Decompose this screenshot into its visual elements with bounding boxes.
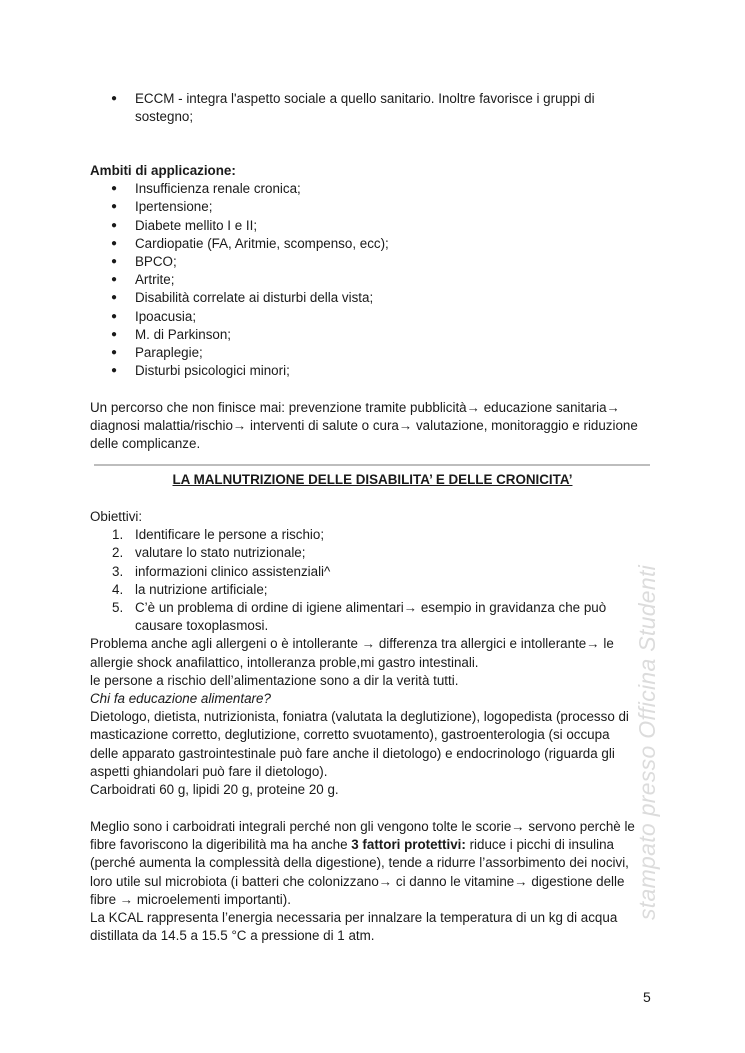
list-item: [90, 599, 655, 635]
text-line: distillata da 14.5 a 15.5 °C a pressione di 1 atm.: [90, 928, 375, 944]
obiettivi-title: Obiettivi:: [90, 509, 143, 524]
item-line: valutare lo stato nutrizionale;: [135, 545, 306, 561]
bullet-line: ● ECCM - integra l'aspetto sociale a quello sanitario. Inoltre favorisce i gruppi di: [135, 91, 595, 106]
item-line: causare toxoplasmosi.: [135, 618, 269, 634]
obiettivi-list: [90, 526, 655, 635]
list-number: 5.: [112, 600, 124, 616]
list-item: ● Artrite;: [90, 271, 655, 289]
list-item: ● Cardiopatie (FA, Aritmie, scompenso, ecc);: [90, 235, 655, 253]
list-item: ● Disturbi psicologici minori;: [90, 362, 655, 380]
percorso-paragraph: [90, 399, 655, 454]
list-number: 2.: [112, 545, 124, 561]
text-line: le persone a rischio dell’alimentazione sono a dir la verità tutti.: [90, 672, 459, 688]
text-line: La KCAL rappresenta l’energia necessaria per innalzare la temperatura di un kg di acqua: [90, 910, 618, 926]
text-line: fibre → microelementi importanti).: [90, 891, 291, 907]
text-line: masticazione corretto, deglutizione, corretto svuotamento), gastroenterologia (si occupa: [90, 727, 610, 743]
ambiti-section: [90, 162, 655, 380]
text-line: (perché aumenta la complessità della digestione), tende a ridurre l’assorbimento dei nocivi,: [90, 855, 629, 871]
item-line: Identificare le persone a rischio;: [135, 527, 325, 543]
text-line: Meglio sono i carboidrati integrali perché non gli vengono tolte le scorie→ servono perchè le: [90, 819, 635, 834]
text-run: riduce i picchi di insulina: [465, 837, 614, 853]
text-line: Dietologo, dietista, nutrizionista, foniatra (valutata la deglutizione), logopedista (processo di: [90, 709, 629, 725]
list-item: ● Ipoacusia;: [90, 308, 655, 326]
text-line: delle complicanze.: [90, 436, 201, 452]
obiettivi-section: [90, 508, 655, 799]
text-line: [90, 836, 655, 854]
list-item: ● Ipertensione;: [90, 198, 655, 216]
ambiti-list: [90, 180, 655, 380]
list-item: [90, 544, 655, 562]
list-item: ● Diabete mellito I e II;: [90, 217, 655, 235]
bold-text: 3 fattori protettivi:: [351, 837, 466, 853]
bullet-line: sostegno;: [135, 109, 194, 125]
question-line: Chi fa educazione alimentare?: [90, 691, 271, 707]
list-item: ● Paraplegie;: [90, 344, 655, 362]
list-number: 3.: [112, 563, 124, 579]
page-number: 5: [643, 989, 651, 1005]
list-item: ● M. di Parkinson;: [90, 326, 655, 344]
text-line: Un percorso che non finisce mai: prevenzione tramite pubblicità→ educazione sanitaria→: [90, 400, 620, 415]
list-number: 4.: [112, 581, 124, 597]
list-item: [90, 526, 655, 544]
text-line: Carboidrati 60 g, lipidi 20 g, proteine 20 g.: [90, 782, 339, 798]
list-item: [90, 581, 655, 599]
text-line: Problema anche agli allergeni o è intollerante → differenza tra allergici e intollerante→ le: [90, 636, 614, 652]
text-line: aspetti ghiandolari può fare il dietologo).: [90, 763, 328, 779]
text-run: fibre favoriscono la digeribilità ma ha anche: [90, 837, 352, 853]
list-item: [90, 563, 655, 581]
carboidrati-paragraph: [90, 818, 655, 945]
list-item: ● BPCO;: [90, 253, 655, 271]
intro-bullet-list: [90, 90, 655, 126]
list-item: [90, 90, 655, 126]
text-line: allergie shock anafilattico, intolleranza proble,mi gastro intestinali.: [90, 654, 479, 670]
text-line: delle apparato gastrointestinale può fare anche il dietologo) e endocrinologo (riguarda gli: [90, 745, 615, 761]
watermark: stampato presso Officina Studenti: [634, 564, 660, 920]
section-heading: LA MALNUTRIZIONE DELLE DISABILITA’ E DELLE CRONICITA’: [172, 472, 573, 487]
ambiti-title: Ambiti di applicazione:: [90, 163, 236, 178]
text-line: loro utile sul microbiota (i batteri che colonizzano→ ci danno le vitamine→ digestione delle: [90, 873, 625, 889]
horizontal-divider: [94, 464, 650, 466]
item-line: informazioni clinico assistenziali^: [135, 563, 331, 579]
item-line: la nutrizione artificiale;: [135, 581, 268, 597]
list-number: 1.: [112, 527, 124, 543]
intro-bullet-block: [90, 90, 655, 126]
item-line: C’è un problema di ordine di igiene alimentari→ esempio in gravidanza che può: [135, 600, 607, 616]
list-item: ● Insufficienza renale cronica;: [90, 180, 655, 198]
text-line: diagnosi malattia/rischio→ interventi di salute o cura→ valutazione, monitoraggio e riduzione: [90, 418, 638, 434]
list-item: ● Disabilità correlate ai disturbi della vista;: [90, 289, 655, 307]
